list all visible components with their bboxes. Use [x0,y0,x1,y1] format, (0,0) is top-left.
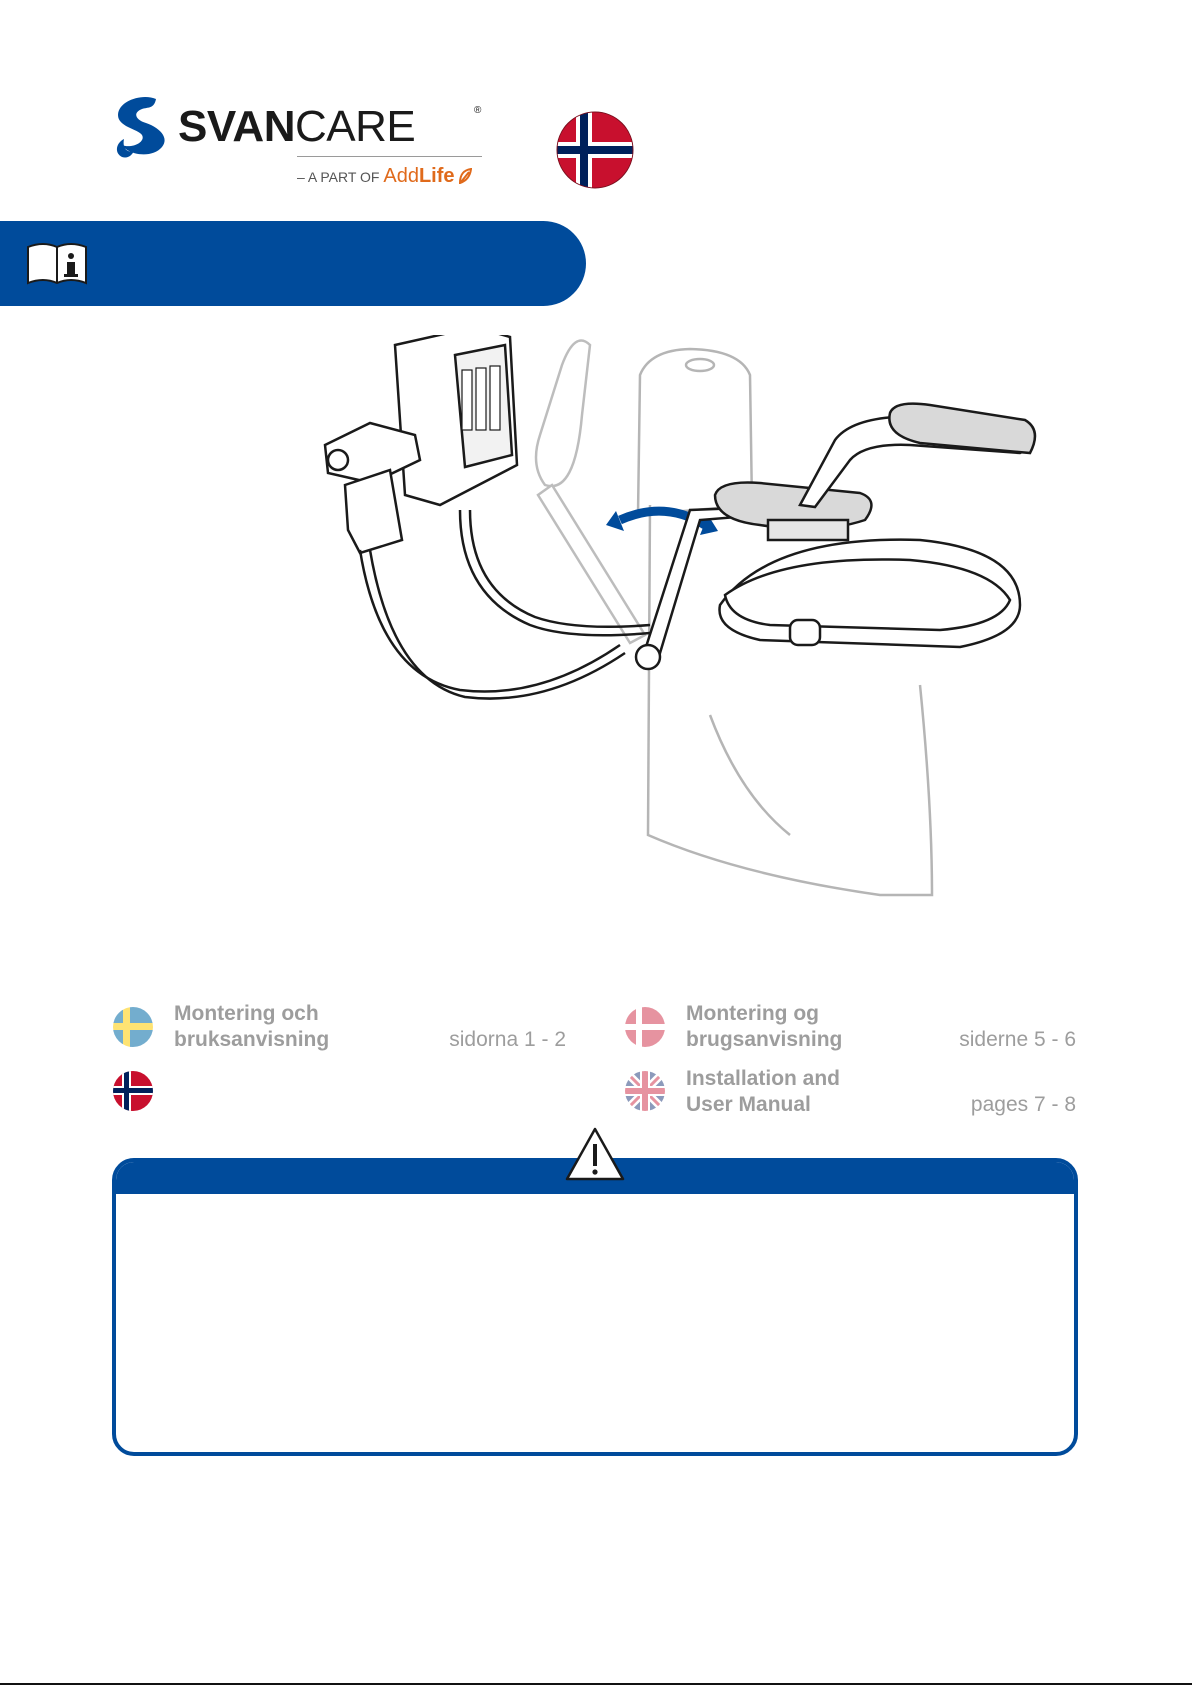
raised-armrest [536,341,645,644]
control-box [395,335,517,505]
logo-divider [297,156,482,157]
svan-swan-icon [112,95,174,161]
lang-sv-pages: sidorna 1 - 2 [449,1028,566,1051]
lang-en-line1: Installation and [686,1067,841,1090]
lang-sv-line2: bruksanvisning [174,1028,330,1051]
logo-care-text: CARE [294,102,416,151]
tagline-prefix: – A PART OF [297,169,380,185]
addlife-life-text: Life [418,165,455,187]
registered-mark: ® [474,105,482,116]
denmark-flag-icon [624,1006,666,1048]
warning-box [112,1158,1078,1456]
lang-en-line2: User Manual [686,1093,811,1116]
lang-da-line2: brugsanvisning [686,1028,843,1051]
toilet-armrest-illustration [320,335,1120,915]
uk-flag-icon [624,1070,666,1112]
norway-flag-small-icon [112,1070,154,1112]
addlife-add-text: Add [383,165,419,187]
warning-triangle-icon [564,1126,626,1182]
svancare-logo [112,95,492,195]
manual-header-band [0,221,586,306]
toilet-seat [720,540,1021,647]
lang-da-pages: siderne 5 - 6 [959,1028,1076,1051]
sweden-flag-icon [112,1006,154,1048]
logo-svan-text: SVAN [178,102,295,151]
lang-sv-line1: Montering och [174,1002,319,1025]
lang-en-pages: pages 7 - 8 [970,1093,1076,1116]
manual-info-icon [26,241,88,287]
addlife-leaf-icon [458,168,472,184]
norway-flag-icon [556,111,634,189]
lang-da-line1: Montering og [686,1002,819,1025]
logo-tagline [297,165,472,188]
